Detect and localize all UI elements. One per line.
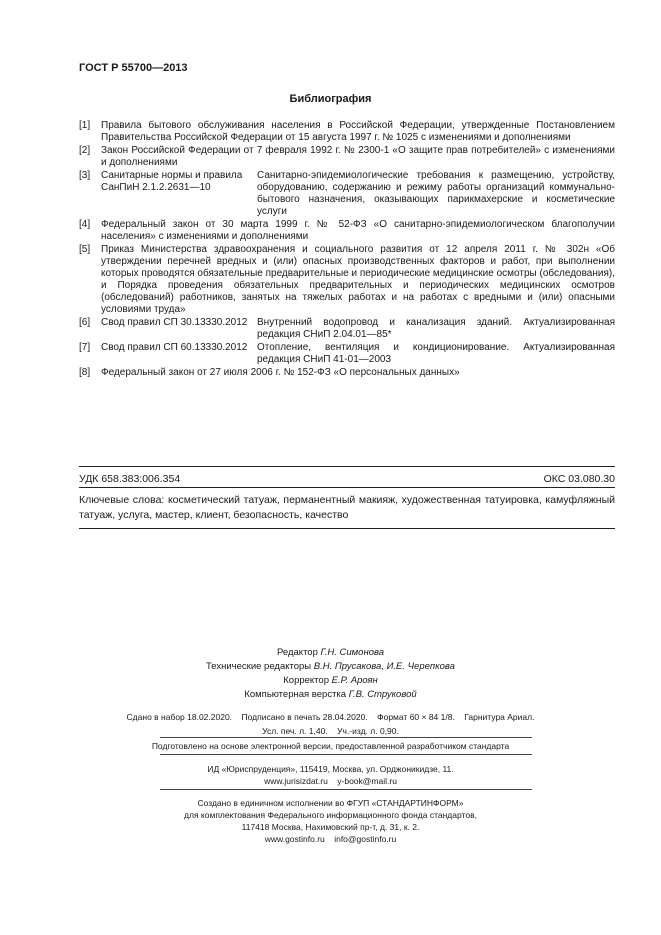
bib-number: [5]	[79, 244, 91, 255]
bib-text: Федеральный закон от 30 марта 1999 г. № 52-ФЗ «О санитарно-эпидемиологическом благополучии населения» с изменениями и дополнениями	[101, 219, 615, 242]
tech-editors-line	[0, 660, 661, 674]
corrector-line	[0, 674, 661, 688]
tech-editors-names: В.Н. Прусакова, И.Е. Черепкова	[313, 661, 455, 672]
layout-line	[0, 688, 661, 702]
divider-bottom	[79, 528, 615, 529]
credits	[0, 646, 661, 702]
bib-text: Правила бытового обслуживания населения в Российской Федерации, утвержденные Постановлением Правительства Российской Федерации от 15 августа 1997 г. № 1025 с изменениями и дополнениями	[101, 120, 615, 143]
bib-entry	[79, 170, 615, 218]
bib-entry	[79, 244, 615, 316]
corrector-name: Е.Р. Ароян	[331, 675, 378, 686]
udk-code: УДК 658.383:006.354	[79, 473, 181, 485]
tech-editors-label: Технические редакторы	[206, 661, 312, 672]
created-line-4: www.gostinfo.ru info@gostinfo.ru	[264, 834, 397, 844]
layout-name: Г.В. Струковой	[348, 689, 417, 700]
bibliography-title: Библиография	[289, 93, 372, 105]
bib-text: Закон Российской Федерации от 7 февраля 1992 г. № 2300-1 «О защите прав потребителей» с изменениями и дополнениями	[101, 145, 615, 168]
bib-entry	[79, 219, 615, 243]
bib-entry	[79, 317, 615, 341]
bib-source: Свод правил СП 60.13330.2012	[101, 342, 248, 353]
publisher-address: ИД «Юриспруденция», 115419, Москва, ул. Орджоникидзе, 11.	[207, 764, 454, 774]
bib-number: [2]	[79, 145, 91, 156]
bib-text: Приказ Министерства здравоохранения и социального развития от 12 апреля 2011 г. № 302н «Об утверждении перечней вредных и (или) опасных производственных факторов и работ, при выполнении которых проводятся обязательные предварительные и периодические медицинские осмотры (обследования), и Порядка проведения обязательных предварительных и периодических медицинских осмотров (обследований) работников, занятых на тяжелых работах и на работах с вредными и (или) опасными условиями труда»	[101, 244, 615, 315]
imprint-line-2: Усл. печ. л. 1,40. Уч.-изд. л. 0,90.	[262, 726, 399, 736]
imprint-divider	[160, 737, 532, 738]
publisher-contacts: www.jurisizdat.ru y-book@mail.ru	[264, 776, 397, 786]
bib-text: Федеральный закон от 27 июля 2006 г. № 152-ФЗ «О персональных данных»	[101, 367, 460, 378]
standard-number: ГОСТ Р 55700—2013	[79, 62, 188, 74]
oks-code: ОКС 03.080.30	[543, 473, 615, 485]
bib-number: [6]	[79, 317, 91, 328]
imprint-divider-2	[160, 754, 532, 755]
keywords: Ключевые слова: косметический татуаж, перманентный макияж, художественная татуировка, камуфляжный татуаж, услуга, мастер, клиент, безопасность, качество	[79, 494, 615, 521]
editor-line	[0, 646, 661, 660]
bib-entry	[79, 145, 615, 169]
bib-number: [4]	[79, 219, 91, 230]
publisher-divider	[160, 789, 532, 790]
layout-label: Компьютерная верстка	[244, 689, 347, 700]
divider-middle	[79, 487, 615, 488]
bib-source: Свод правил СП 30.13330.2012	[101, 317, 248, 328]
bib-text: Санитарно-эпидемиологические требования к размещению, устройству, оборудованию, содержанию и режиму работы организаций коммунально-бытового назначения, оказывающих парикмахерские и косметические услуги	[257, 170, 615, 217]
imprint-line-1: Сдано в набор 18.02.2020. Подписано в печать 28.04.2020. Формат 60 × 84 1/8. Гарнитура Ариал.	[126, 712, 535, 722]
created-line-2: для комплектования Федерального информационного фонда стандартов,	[184, 810, 477, 820]
bib-text: Внутренний водопровод и канализация зданий. Актуализированная редакция СНиП 2.04.01—85*	[257, 317, 615, 340]
created-line-3: 117418 Москва, Нахимовский пр-т, д. 31, к. 2.	[241, 822, 420, 832]
bib-number: [7]	[79, 342, 91, 353]
bib-number: [1]	[79, 120, 91, 131]
bib-entry	[79, 120, 615, 144]
bib-source: Санитарные нормы и правила СанПиН 2.1.2.2631—10	[101, 170, 243, 193]
bib-number: [8]	[79, 367, 91, 378]
created-line-1: Создано в единичном исполнении во ФГУП «СТАНДАРТИНФОРМ»	[197, 798, 464, 808]
editor-label: Редактор	[276, 647, 318, 658]
bib-number: [3]	[79, 170, 91, 181]
editor-name: Г.Н. Симонова	[320, 647, 385, 658]
corrector-label: Корректор	[283, 675, 329, 686]
bib-text: Отопление, вентиляция и кондиционирование. Актуализированная редакция СНиП 41-01—2003	[257, 342, 615, 365]
bib-entry	[79, 342, 615, 366]
bib-entry	[79, 367, 615, 379]
divider-top	[79, 466, 615, 467]
imprint-line-3: Подготовлено на основе электронной версии, предоставленной разработчиком стандарта	[151, 741, 510, 751]
bibliography-list	[79, 120, 615, 380]
